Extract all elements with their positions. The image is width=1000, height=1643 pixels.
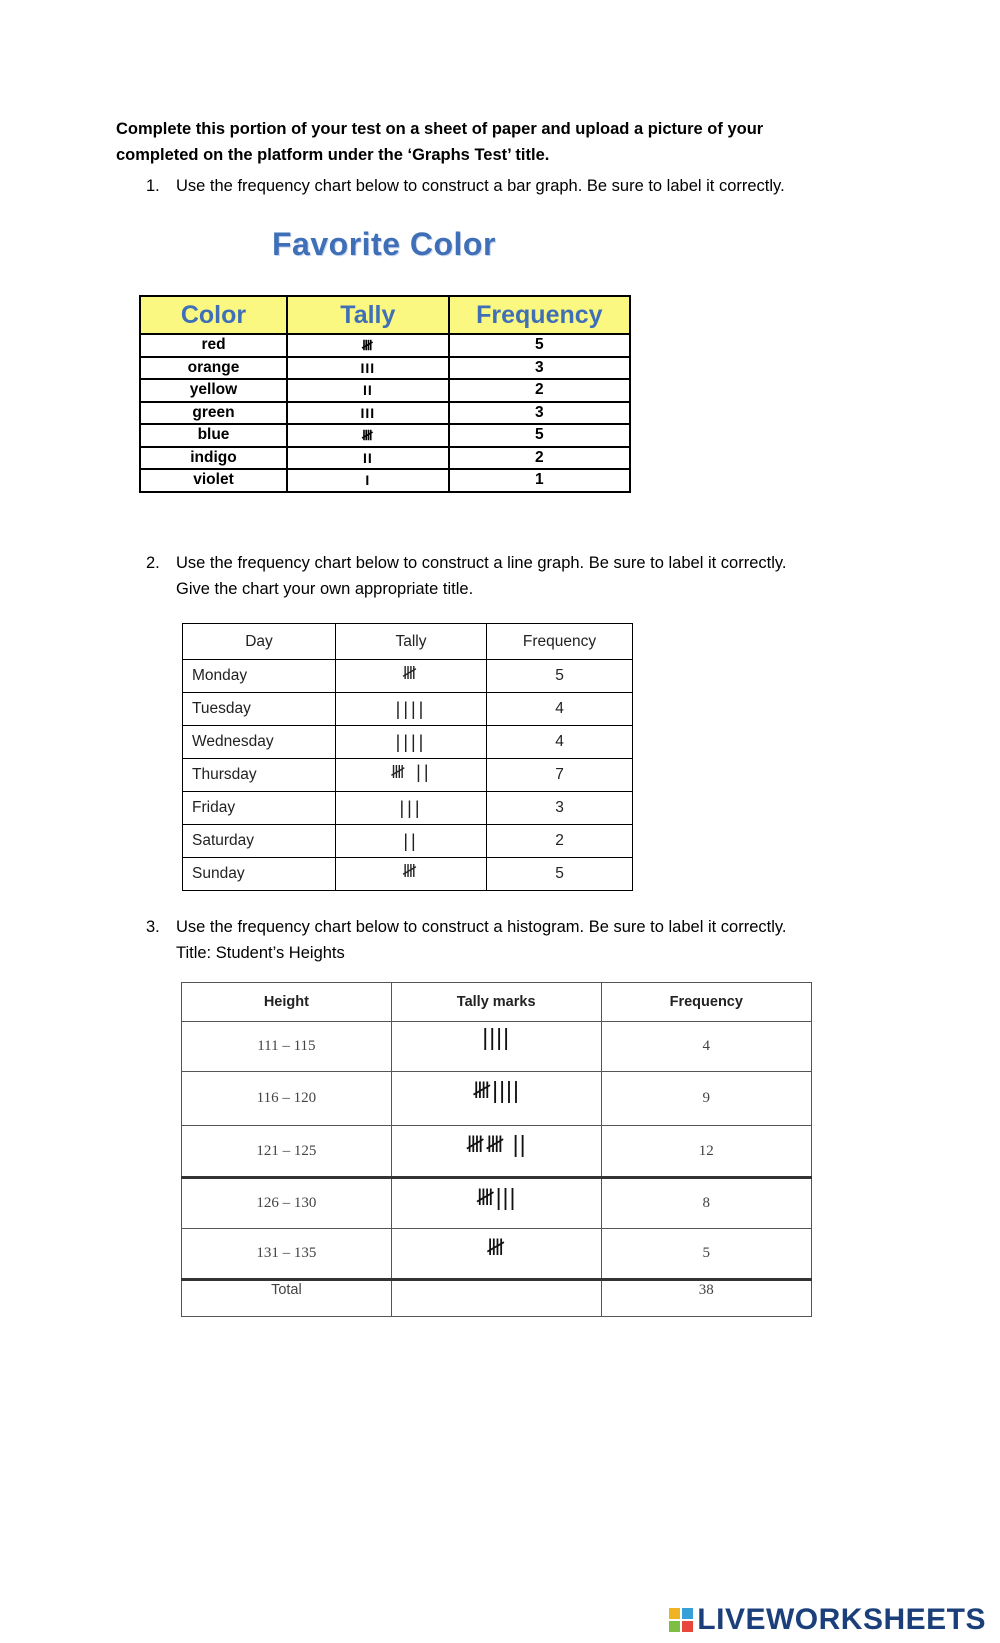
frequency-cell: 9 bbox=[601, 1072, 811, 1126]
tally-cell: 𝍸|||| bbox=[391, 1072, 601, 1126]
question-3-subtext: Title: Student’s Heights bbox=[176, 944, 345, 962]
table-row bbox=[183, 693, 633, 726]
color-cell: red bbox=[140, 334, 287, 357]
tally-cell: |||| bbox=[391, 1022, 601, 1072]
header-day: Day bbox=[183, 624, 336, 660]
instructions-line-2: completed on the platform under the ‘Graphs Test’ title. bbox=[116, 146, 550, 164]
table-row bbox=[183, 660, 633, 693]
header-tally: Tally bbox=[336, 624, 487, 660]
frequency-cell: 2 bbox=[449, 379, 630, 402]
height-cell: 121 – 125 bbox=[182, 1126, 392, 1178]
favorite-color-table bbox=[139, 295, 631, 493]
question-2-subtext: Give the chart your own appropriate title. bbox=[176, 580, 474, 598]
header-tally: Tally bbox=[287, 296, 449, 334]
tally-cell: |||| bbox=[336, 693, 487, 726]
tally-cell: I bbox=[287, 469, 449, 492]
frequency-cell: 3 bbox=[449, 402, 630, 425]
table-row bbox=[140, 379, 630, 402]
liveworksheets-logo[interactable] bbox=[669, 1603, 986, 1637]
question-2-number: 2. bbox=[146, 554, 160, 572]
tally-cell: |||| bbox=[336, 726, 487, 759]
question-1-text: Use the frequency chart below to construct a bar graph. Be sure to label it correctly. bbox=[176, 177, 785, 195]
tally-cell: 𝍸 bbox=[391, 1229, 601, 1280]
tally-cell: 𝍸 || bbox=[336, 759, 487, 792]
frequency-cell: 4 bbox=[601, 1022, 811, 1072]
frequency-cell: 5 bbox=[449, 424, 630, 447]
day-cell: Monday bbox=[183, 660, 336, 693]
header-frequency: Frequency bbox=[487, 624, 633, 660]
day-cell: Wednesday bbox=[183, 726, 336, 759]
day-cell: Sunday bbox=[183, 858, 336, 891]
table-row bbox=[140, 447, 630, 470]
color-cell: blue bbox=[140, 424, 287, 447]
table-row bbox=[183, 759, 633, 792]
question-3-number: 3. bbox=[146, 918, 160, 936]
instructions-line-1: Complete this portion of your test on a sheet of paper and upload a picture of your bbox=[116, 120, 764, 138]
header-height: Height bbox=[182, 983, 392, 1022]
table-row bbox=[140, 469, 630, 492]
tally-cell: 𝍸 bbox=[336, 660, 487, 693]
height-cell: 116 – 120 bbox=[182, 1072, 392, 1126]
favorite-color-title: Favorite Color bbox=[272, 226, 496, 262]
table-row bbox=[140, 334, 630, 357]
frequency-cell: 5 bbox=[487, 858, 633, 891]
question-2-text: Use the frequency chart below to construct a line graph. Be sure to label it correctly. bbox=[176, 554, 787, 572]
table-row bbox=[183, 858, 633, 891]
frequency-cell: 4 bbox=[487, 693, 633, 726]
color-cell: violet bbox=[140, 469, 287, 492]
height-cell: 111 – 115 bbox=[182, 1022, 392, 1072]
total-value: 38 bbox=[601, 1280, 811, 1317]
color-cell: green bbox=[140, 402, 287, 425]
frequency-cell: 12 bbox=[601, 1126, 811, 1178]
logo-text: LIVEWORKSHEETS bbox=[697, 1603, 986, 1636]
table-row bbox=[183, 726, 633, 759]
color-cell: indigo bbox=[140, 447, 287, 470]
table-row bbox=[182, 1126, 812, 1178]
table-row bbox=[140, 402, 630, 425]
student-heights-table bbox=[181, 982, 812, 1317]
header-frequency: Frequency bbox=[449, 296, 630, 334]
question-1-number: 1. bbox=[146, 177, 160, 195]
instructions bbox=[116, 116, 876, 168]
question-3 bbox=[146, 914, 786, 966]
question-1 bbox=[146, 173, 785, 199]
frequency-cell: 5 bbox=[601, 1229, 811, 1280]
table-row bbox=[182, 1072, 812, 1126]
frequency-cell: 8 bbox=[601, 1178, 811, 1229]
total-label: Total bbox=[182, 1280, 392, 1317]
tally-cell: 𝍸 bbox=[287, 334, 449, 357]
tally-cell: III bbox=[287, 357, 449, 380]
header-frequency: Frequency bbox=[601, 983, 811, 1022]
tally-cell: 𝍸 bbox=[287, 424, 449, 447]
tally-cell: 𝍸||| bbox=[391, 1178, 601, 1229]
table-row bbox=[182, 1178, 812, 1229]
tally-cell: III bbox=[287, 402, 449, 425]
total-row bbox=[182, 1280, 812, 1317]
day-cell: Saturday bbox=[183, 825, 336, 858]
table-row bbox=[140, 357, 630, 380]
frequency-cell: 3 bbox=[449, 357, 630, 380]
frequency-cell: 2 bbox=[487, 825, 633, 858]
day-cell: Tuesday bbox=[183, 693, 336, 726]
color-cell: yellow bbox=[140, 379, 287, 402]
color-cell: orange bbox=[140, 357, 287, 380]
tally-cell: || bbox=[336, 825, 487, 858]
table-row bbox=[183, 825, 633, 858]
frequency-cell: 3 bbox=[487, 792, 633, 825]
table-row bbox=[183, 792, 633, 825]
table-row bbox=[182, 1229, 812, 1280]
frequency-cell: 4 bbox=[487, 726, 633, 759]
tally-cell: ||| bbox=[336, 792, 487, 825]
daily-frequency-table bbox=[182, 623, 633, 891]
tally-cell: 𝍸𝍸 || bbox=[391, 1126, 601, 1178]
tally-cell: II bbox=[287, 447, 449, 470]
question-2 bbox=[146, 550, 787, 602]
table-row bbox=[140, 424, 630, 447]
height-cell: 126 – 130 bbox=[182, 1178, 392, 1229]
tally-cell: 𝍸 bbox=[336, 858, 487, 891]
frequency-cell: 5 bbox=[449, 334, 630, 357]
frequency-cell: 2 bbox=[449, 447, 630, 470]
frequency-cell: 5 bbox=[487, 660, 633, 693]
day-cell: Thursday bbox=[183, 759, 336, 792]
tally-cell: II bbox=[287, 379, 449, 402]
header-color: Color bbox=[140, 296, 287, 334]
frequency-cell: 1 bbox=[449, 469, 630, 492]
logo-icon bbox=[669, 1608, 693, 1632]
table-row bbox=[182, 1022, 812, 1072]
height-cell: 131 – 135 bbox=[182, 1229, 392, 1280]
header-tally-marks: Tally marks bbox=[391, 983, 601, 1022]
frequency-cell: 7 bbox=[487, 759, 633, 792]
total-tally-cell bbox=[391, 1280, 601, 1317]
day-cell: Friday bbox=[183, 792, 336, 825]
question-3-text: Use the frequency chart below to construct a histogram. Be sure to label it correctly. bbox=[176, 918, 787, 936]
